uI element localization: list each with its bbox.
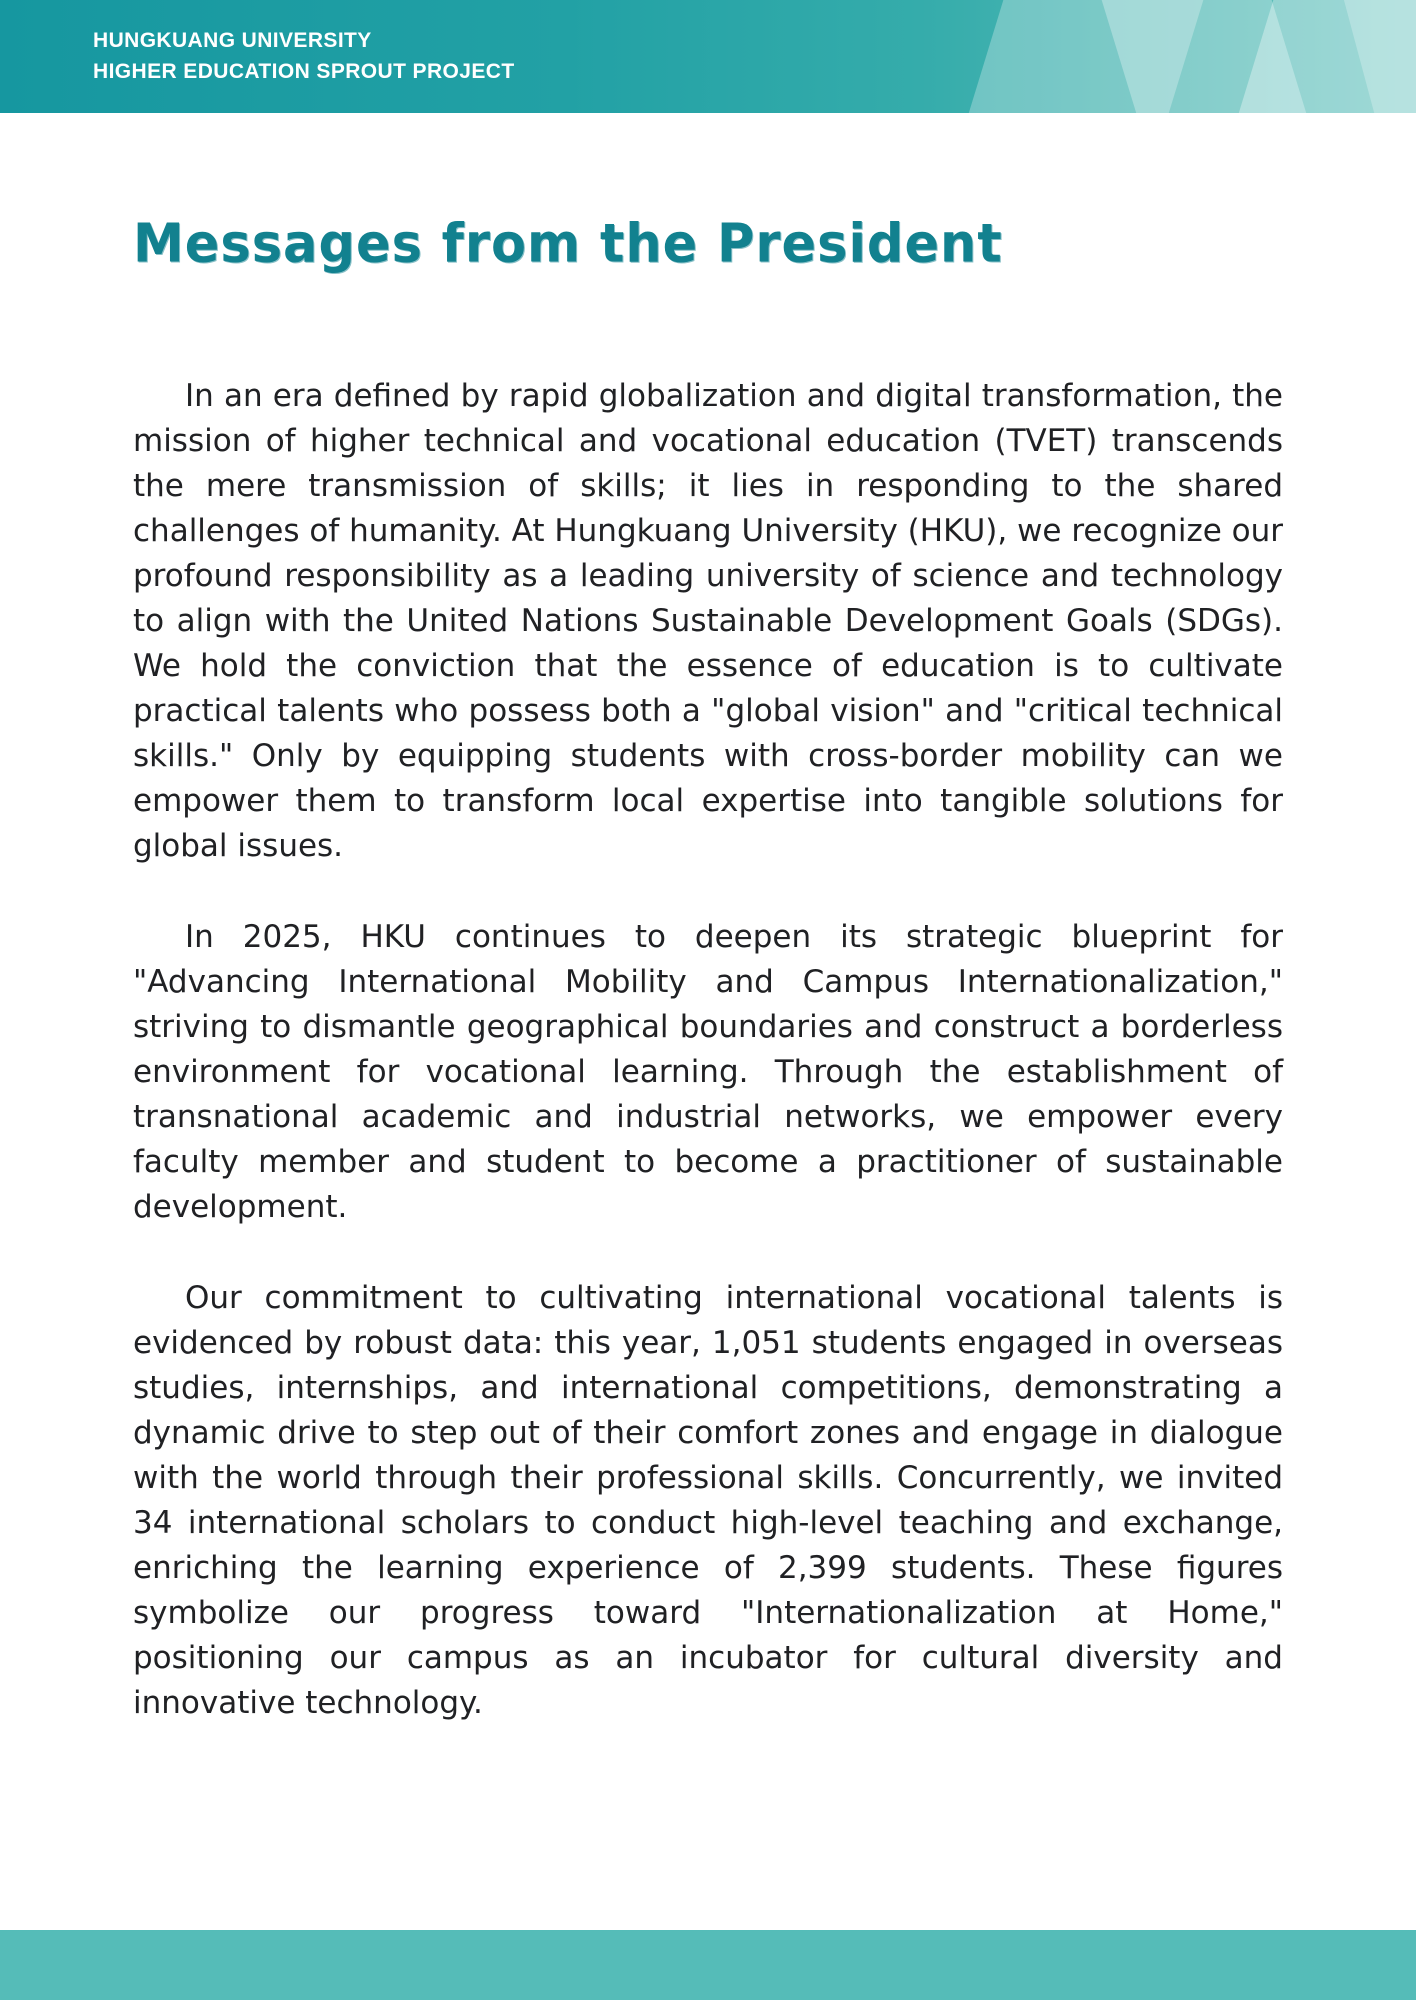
message-paragraph-2: In 2025, HKU continues to deepen its strategic blueprint for "Advancing International Mobility and Campus Internationalization," striving to dismantle geographical boundaries and construct a borderless environment for vocational learning. Through the establishment of transnational academic and industrial networks, we empower every faculty member and student to become a practitioner of sustainable development. <box>133 919 1283 1225</box>
header-project-name: HIGHER EDUCATION SPROUT PROJECT <box>93 60 515 83</box>
header-university-name: HUNGKUANG UNIVERSITY <box>93 29 372 52</box>
header-text-block <box>93 25 515 87</box>
page-title: Messages from the President <box>133 213 1003 275</box>
message-paragraph-3: Our commitment to cultivating international vocational talents is evidenced by robust data: this year, 1,051 students engaged in overseas studies, internships, and international competitions, demonstrating a dynamic drive to step out of their comfort zones and engage in dialogue with the world through their professional skills. Concurrently, we invited 34 international scholars to conduct high-level teaching and exchange, enriching the learning experience of 2,399 students. These figures symbolize our progress toward "Internationalization at Home," positioning our campus as an incubator for cultural diversity and innovative technology. <box>133 1280 1283 1721</box>
message-body <box>133 374 1283 1726</box>
footer-strip <box>0 1930 1416 2000</box>
header-banner <box>0 0 1416 113</box>
page-content <box>133 113 1283 1772</box>
message-paragraph-1: In an era defined by rapid globalization and digital transformation, the mission of higher technical and vocational education (TVET) transcends the mere transmission of skills; it lies in responding to the shared challenges of humanity. At Hungkuang University (HKU), we recognize our profound responsibility as a leading university of science and technology to align with the United Nations Sustainable Development Goals (SDGs). We hold the conviction that the essence of education is to cultivate practical talents who possess both a "global vision" and "critical technical skills." Only by equipping students with cross-border mobility can we empower them to transform local expertise into tangible solutions for global issues. <box>133 378 1283 864</box>
